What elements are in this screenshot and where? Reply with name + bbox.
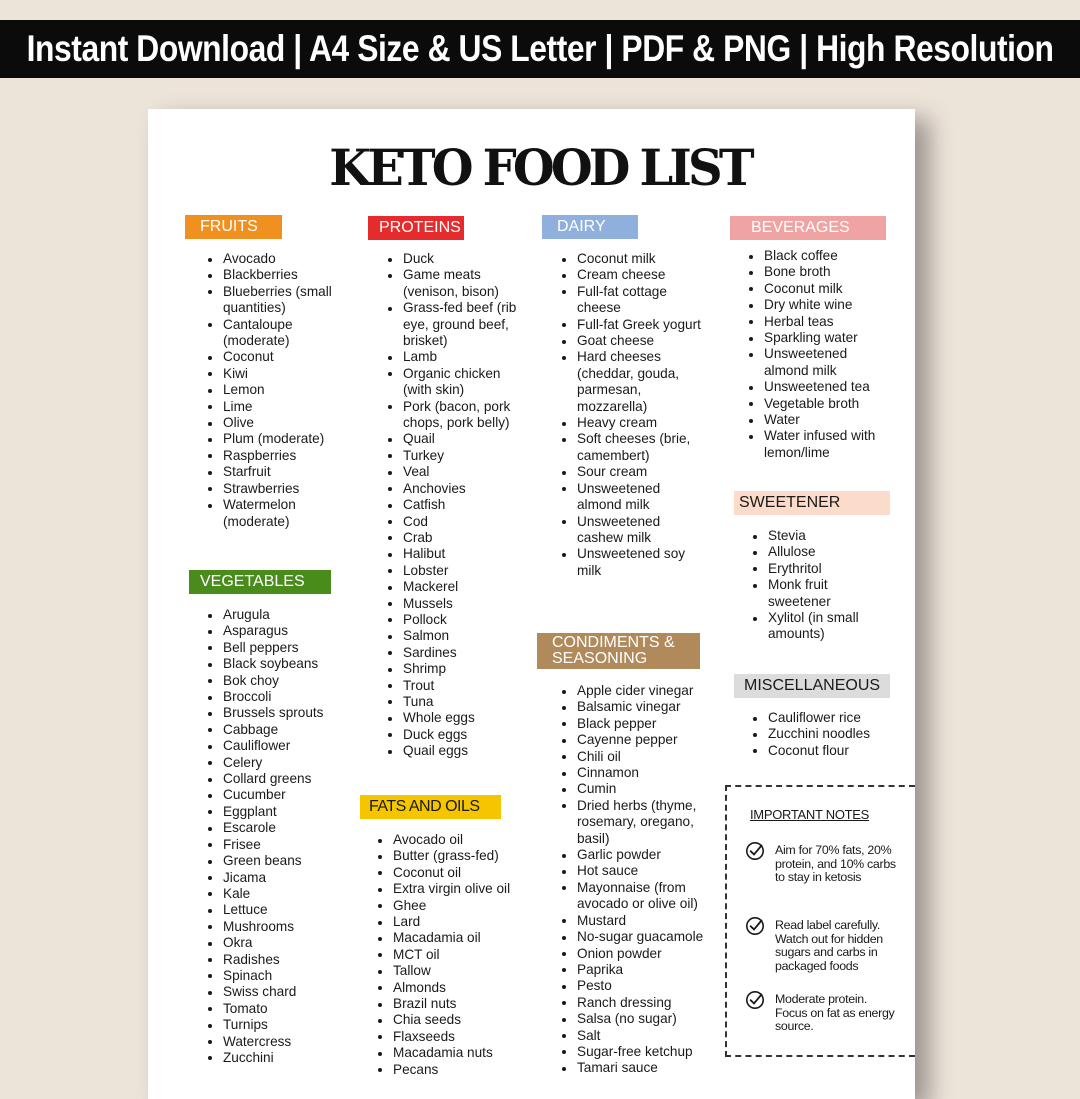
list-item: MCT oil bbox=[393, 947, 533, 963]
list-item: Game meats (venison, bison) bbox=[403, 267, 528, 300]
list-item: Watermelon (moderate) bbox=[223, 497, 343, 530]
vegetables-list bbox=[223, 607, 353, 1066]
list-item: Garlic powder bbox=[577, 847, 713, 863]
list-item: Mustard bbox=[577, 913, 713, 929]
list-item: Water infused with lemon/lime bbox=[764, 428, 894, 461]
list-item: Cantaloupe (moderate) bbox=[223, 317, 343, 350]
list-item: Olive bbox=[223, 415, 343, 431]
list-item: Paprika bbox=[577, 962, 713, 978]
list-item: Cayenne pepper bbox=[577, 732, 713, 748]
list-item: Black coffee bbox=[764, 248, 894, 264]
list-item: Avocado oil bbox=[393, 832, 533, 848]
list-item: Brussels sprouts bbox=[223, 705, 353, 721]
list-item: No-sugar guacamole bbox=[577, 929, 713, 945]
list-item: Bone broth bbox=[764, 264, 894, 280]
list-item: Unsweetened almond milk bbox=[764, 346, 894, 379]
fruits-heading: FRUITS bbox=[185, 215, 282, 239]
list-item: Ghee bbox=[393, 898, 533, 914]
list-item: Pollock bbox=[403, 612, 528, 628]
list-item: Lettuce bbox=[223, 902, 353, 918]
list-item: Mayonnaise (from avocado or olive oil) bbox=[577, 880, 713, 913]
list-item: Dry white wine bbox=[764, 297, 894, 313]
list-item: Duck bbox=[403, 251, 528, 267]
list-item: Almonds bbox=[393, 980, 533, 996]
list-item: Stevia bbox=[768, 528, 888, 544]
list-item: Quail eggs bbox=[403, 743, 528, 759]
list-item: Jicama bbox=[223, 870, 353, 886]
list-item: Unsweetened soy milk bbox=[577, 546, 702, 579]
check-circle-icon bbox=[745, 841, 765, 861]
list-item: Eggplant bbox=[223, 804, 353, 820]
misc-list bbox=[768, 710, 893, 759]
list-item: Swiss chard bbox=[223, 984, 353, 1000]
list-item: Blueberries (small quantities) bbox=[223, 284, 343, 317]
list-item: Coconut milk bbox=[577, 251, 702, 267]
list-item: Green beans bbox=[223, 853, 353, 869]
list-item: Trout bbox=[403, 678, 528, 694]
list-item: Lime bbox=[223, 399, 343, 415]
list-item: Salsa (no sugar) bbox=[577, 1011, 713, 1027]
list-item: Bell peppers bbox=[223, 640, 353, 656]
list-item: Salmon bbox=[403, 628, 528, 644]
sweetener-list bbox=[768, 528, 888, 643]
list-item: Allulose bbox=[768, 544, 888, 560]
list-item: Quail bbox=[403, 431, 528, 447]
list-item: Whole eggs bbox=[403, 710, 528, 726]
list-item: Tuna bbox=[403, 694, 528, 710]
misc-heading: MISCELLANEOUS bbox=[734, 674, 890, 698]
list-item: Onion powder bbox=[577, 946, 713, 962]
list-item: Heavy cream bbox=[577, 415, 702, 431]
list-item: Watercress bbox=[223, 1034, 353, 1050]
list-item: Frisee bbox=[223, 837, 353, 853]
list-item: Spinach bbox=[223, 968, 353, 984]
list-item: Tomato bbox=[223, 1001, 353, 1017]
list-item: Pecans bbox=[393, 1062, 533, 1078]
condiments-list bbox=[577, 683, 713, 1077]
list-item: Brazil nuts bbox=[393, 996, 533, 1012]
list-item: Strawberries bbox=[223, 481, 343, 497]
list-item: Cream cheese bbox=[577, 267, 702, 283]
list-item: Bok choy bbox=[223, 673, 353, 689]
page-title: KETO FOOD LIST bbox=[329, 138, 751, 197]
list-item: Tamari sauce bbox=[577, 1060, 713, 1076]
list-item: Hard cheeses (cheddar, gouda, parmesan, mozzarella) bbox=[577, 349, 702, 415]
list-item: Turnips bbox=[223, 1017, 353, 1033]
note-text: Read label carefully. Watch out for hidden sugars and carbs in packaged foods bbox=[775, 918, 883, 973]
list-item: Hot sauce bbox=[577, 863, 713, 879]
list-item: Collard greens bbox=[223, 771, 353, 787]
list-item: Coconut bbox=[223, 349, 343, 365]
list-item: Zucchini noodles bbox=[768, 726, 893, 742]
list-item: Balsamic vinegar bbox=[577, 699, 713, 715]
list-item: Soft cheeses (brie, camembert) bbox=[577, 431, 702, 464]
list-item: Tallow bbox=[393, 963, 533, 979]
list-item: Kale bbox=[223, 886, 353, 902]
note-text: Aim for 70% fats, 20% protein, and 10% carbs to stay in ketosis bbox=[775, 843, 896, 885]
top-banner bbox=[0, 20, 1080, 78]
list-item: Unsweetened cashew milk bbox=[577, 514, 702, 547]
list-item: Arugula bbox=[223, 607, 353, 623]
list-item: Sugar-free ketchup bbox=[577, 1044, 713, 1060]
list-item: Full-fat cottage cheese bbox=[577, 284, 702, 317]
list-item: Sardines bbox=[403, 645, 528, 661]
list-item: Goat cheese bbox=[577, 333, 702, 349]
proteins-list bbox=[403, 251, 528, 760]
beverages-list bbox=[764, 248, 894, 461]
list-item: Chia seeds bbox=[393, 1012, 533, 1028]
list-item: Butter (grass-fed) bbox=[393, 848, 533, 864]
list-item: Shrimp bbox=[403, 661, 528, 677]
list-item: Plum (moderate) bbox=[223, 431, 343, 447]
list-item: Veal bbox=[403, 464, 528, 480]
list-item: Lard bbox=[393, 914, 533, 930]
list-item: Pesto bbox=[577, 978, 713, 994]
fats-heading: FATS AND OILS bbox=[360, 795, 501, 819]
beverages-heading: BEVERAGES bbox=[730, 216, 886, 240]
vegetables-heading: VEGETABLES bbox=[189, 570, 331, 594]
list-item: Macadamia oil bbox=[393, 930, 533, 946]
list-item: Black pepper bbox=[577, 716, 713, 732]
banner-text: Instant Download | A4 Size & US Letter | PDF & PNG | High Resolution bbox=[26, 28, 1054, 69]
note-text: Moderate protein. Focus on fat as energy source. bbox=[775, 992, 895, 1034]
fruits-list bbox=[223, 251, 343, 530]
list-item: Pork (bacon, pork chops, pork belly) bbox=[403, 399, 528, 432]
list-item: Mushrooms bbox=[223, 919, 353, 935]
dairy-heading: DAIRY bbox=[542, 215, 638, 239]
list-item: Mackerel bbox=[403, 579, 528, 595]
list-item: Crab bbox=[403, 530, 528, 546]
list-item: Water bbox=[764, 412, 894, 428]
list-item: Catfish bbox=[403, 497, 528, 513]
list-item: Extra virgin olive oil bbox=[393, 881, 533, 897]
list-item: Black soybeans bbox=[223, 656, 353, 672]
list-item: Full-fat Greek yogurt bbox=[577, 316, 701, 332]
list-item: Unsweetened tea bbox=[764, 379, 894, 395]
list-item: Ranch dressing bbox=[577, 995, 713, 1011]
list-item: Zucchini bbox=[223, 1050, 353, 1066]
list-item: Organic chicken (with skin) bbox=[403, 366, 528, 399]
list-item: Chili oil bbox=[577, 749, 713, 765]
list-item: Coconut oil bbox=[393, 865, 533, 881]
check-circle-icon bbox=[745, 916, 765, 936]
list-item: Okra bbox=[223, 935, 353, 951]
list-item: Halibut bbox=[403, 546, 528, 562]
list-item: Raspberries bbox=[223, 448, 343, 464]
fats-list bbox=[393, 832, 533, 1078]
list-item: Celery bbox=[223, 755, 353, 771]
list-item: Coconut flour bbox=[768, 743, 893, 759]
list-item: Coconut milk bbox=[764, 281, 894, 297]
proteins-heading: PROTEINS bbox=[368, 216, 464, 240]
list-item: Cucumber bbox=[223, 787, 353, 803]
list-item: Radishes bbox=[223, 952, 353, 968]
list-item: Dried herbs (thyme, rosemary, oregano, basil) bbox=[577, 798, 713, 847]
list-item: Flaxseeds bbox=[393, 1029, 533, 1045]
condiments-heading: CONDIMENTS & SEASONING bbox=[537, 633, 700, 669]
list-item: Grass-fed beef (rib eye, ground beef, brisket) bbox=[403, 300, 528, 349]
sweetener-heading: SWEETENER bbox=[734, 491, 890, 515]
notes-title: IMPORTANT NOTES bbox=[750, 807, 870, 822]
list-item: Monk fruit sweetener bbox=[768, 577, 888, 610]
list-item: Sour cream bbox=[577, 464, 702, 480]
list-item: Mussels bbox=[403, 596, 528, 612]
list-item: Avocado bbox=[223, 251, 343, 267]
list-item: Herbal teas bbox=[764, 314, 894, 330]
list-item: Sparkling water bbox=[764, 330, 894, 346]
list-item: Blackberries bbox=[223, 267, 343, 283]
check-circle-icon bbox=[745, 990, 765, 1010]
list-item: Escarole bbox=[223, 820, 353, 836]
list-item: Vegetable broth bbox=[764, 396, 894, 412]
list-item: Turkey bbox=[403, 448, 528, 464]
list-item: Cauliflower rice bbox=[768, 710, 893, 726]
list-item: Macadamia nuts bbox=[393, 1045, 533, 1061]
list-item: Kiwi bbox=[223, 366, 343, 382]
list-item: Lobster bbox=[403, 563, 528, 579]
list-item: Lemon bbox=[223, 382, 343, 398]
list-item: Starfruit bbox=[223, 464, 343, 480]
list-item: Salt bbox=[577, 1028, 713, 1044]
list-item: Cod bbox=[403, 514, 528, 530]
list-item: Cauliflower bbox=[223, 738, 353, 754]
list-item: Cabbage bbox=[223, 722, 353, 738]
list-item: Apple cider vinegar bbox=[577, 683, 713, 699]
list-item: Xylitol (in small amounts) bbox=[768, 610, 888, 643]
list-item: Lamb bbox=[403, 349, 528, 365]
list-item: Cinnamon bbox=[577, 765, 713, 781]
list-item: Erythritol bbox=[768, 561, 888, 577]
list-item: Cumin bbox=[577, 781, 713, 797]
list-item: Asparagus bbox=[223, 623, 353, 639]
dairy-list bbox=[577, 251, 702, 579]
list-item: Broccoli bbox=[223, 689, 353, 705]
list-item: Duck eggs bbox=[403, 727, 528, 743]
list-item: Anchovies bbox=[403, 481, 528, 497]
list-item: Unsweetened almond milk bbox=[577, 481, 702, 514]
